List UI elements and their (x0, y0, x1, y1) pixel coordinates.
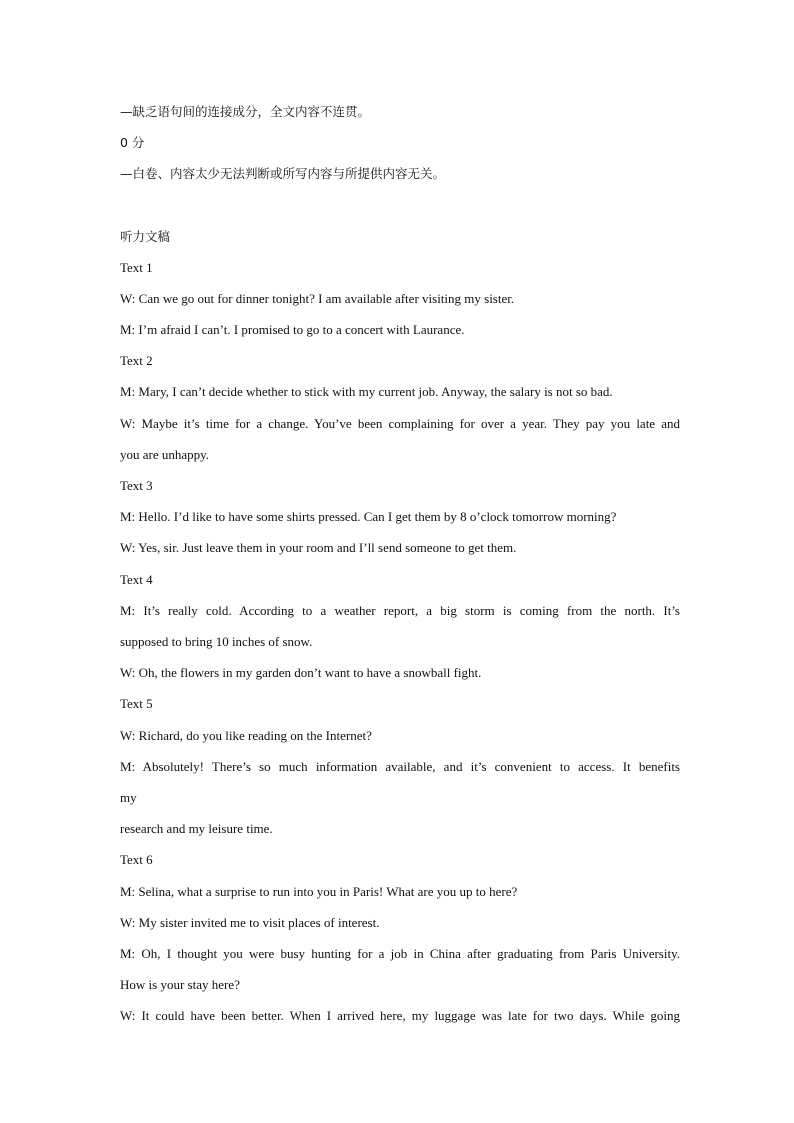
dialogue-line: W: It could have been better. When I arrived here, my luggage was late for two days. While going (120, 1008, 680, 1023)
dialogue-line: supposed to bring 10 inches of snow. (120, 634, 313, 649)
transcript-heading: 听力文稿 (120, 229, 171, 244)
dialogue-line: my (120, 790, 137, 805)
dialogue-line: How is your stay here? (120, 977, 240, 992)
dialogue-line: W: Can we go out for dinner tonight? I am available after visiting my sister. (120, 291, 515, 306)
scoring-line: —缺乏语句间的连接成分，全文内容不连贯。 (120, 104, 371, 119)
scoring-line: —白卷、内容太少无法判断或所写内容与所提供内容无关。 (120, 166, 446, 181)
dialogue-line: M: Oh, I thought you were busy hunting for a job in China after graduating from Paris University. (120, 946, 680, 961)
dialogue-line: you are unhappy. (120, 447, 210, 462)
dialogue-line: M: I’m afraid I can’t. I promised to go to a concert with Laurance. (120, 322, 465, 337)
text-label: Text 6 (120, 852, 153, 867)
dialogue-line: M: Absolutely! There’s so much information available, and it’s convenient to access. It benefits (120, 759, 680, 774)
dialogue-line: research and my leisure time. (120, 821, 273, 836)
dialogue-line: W: My sister invited me to visit places of interest. (120, 915, 380, 930)
dialogue-line: W: Maybe it’s time for a change. You’ve been complaining for over a year. They pay you late and (120, 416, 680, 431)
dialogue-line: W: Yes, sir. Just leave them in your room and I’ll send someone to get them. (120, 540, 517, 555)
text-label: Text 1 (120, 260, 153, 275)
text-label: Text 3 (120, 478, 153, 493)
text-label: Text 4 (120, 572, 153, 587)
text-label: Text 5 (120, 696, 153, 711)
text-label: Text 2 (120, 353, 153, 368)
dialogue-line: M: Hello. I’d like to have some shirts pressed. Can I get them by 8 o’clock tomorrow morning? (120, 509, 617, 524)
dialogue-line: M: Mary, I can’t decide whether to stick with my current job. Anyway, the salary is not so bad. (120, 384, 613, 399)
dialogue-line: M: It’s really cold. According to a weather report, a big storm is coming from the north. It’s (120, 603, 680, 618)
scoring-score: 0 分 (120, 135, 145, 150)
dialogue-line: M: Selina, what a surprise to run into you in Paris! What are you up to here? (120, 884, 518, 899)
dialogue-line: W: Richard, do you like reading on the Internet? (120, 728, 372, 743)
dialogue-line: W: Oh, the flowers in my garden don’t want to have a snowball fight. (120, 665, 482, 680)
